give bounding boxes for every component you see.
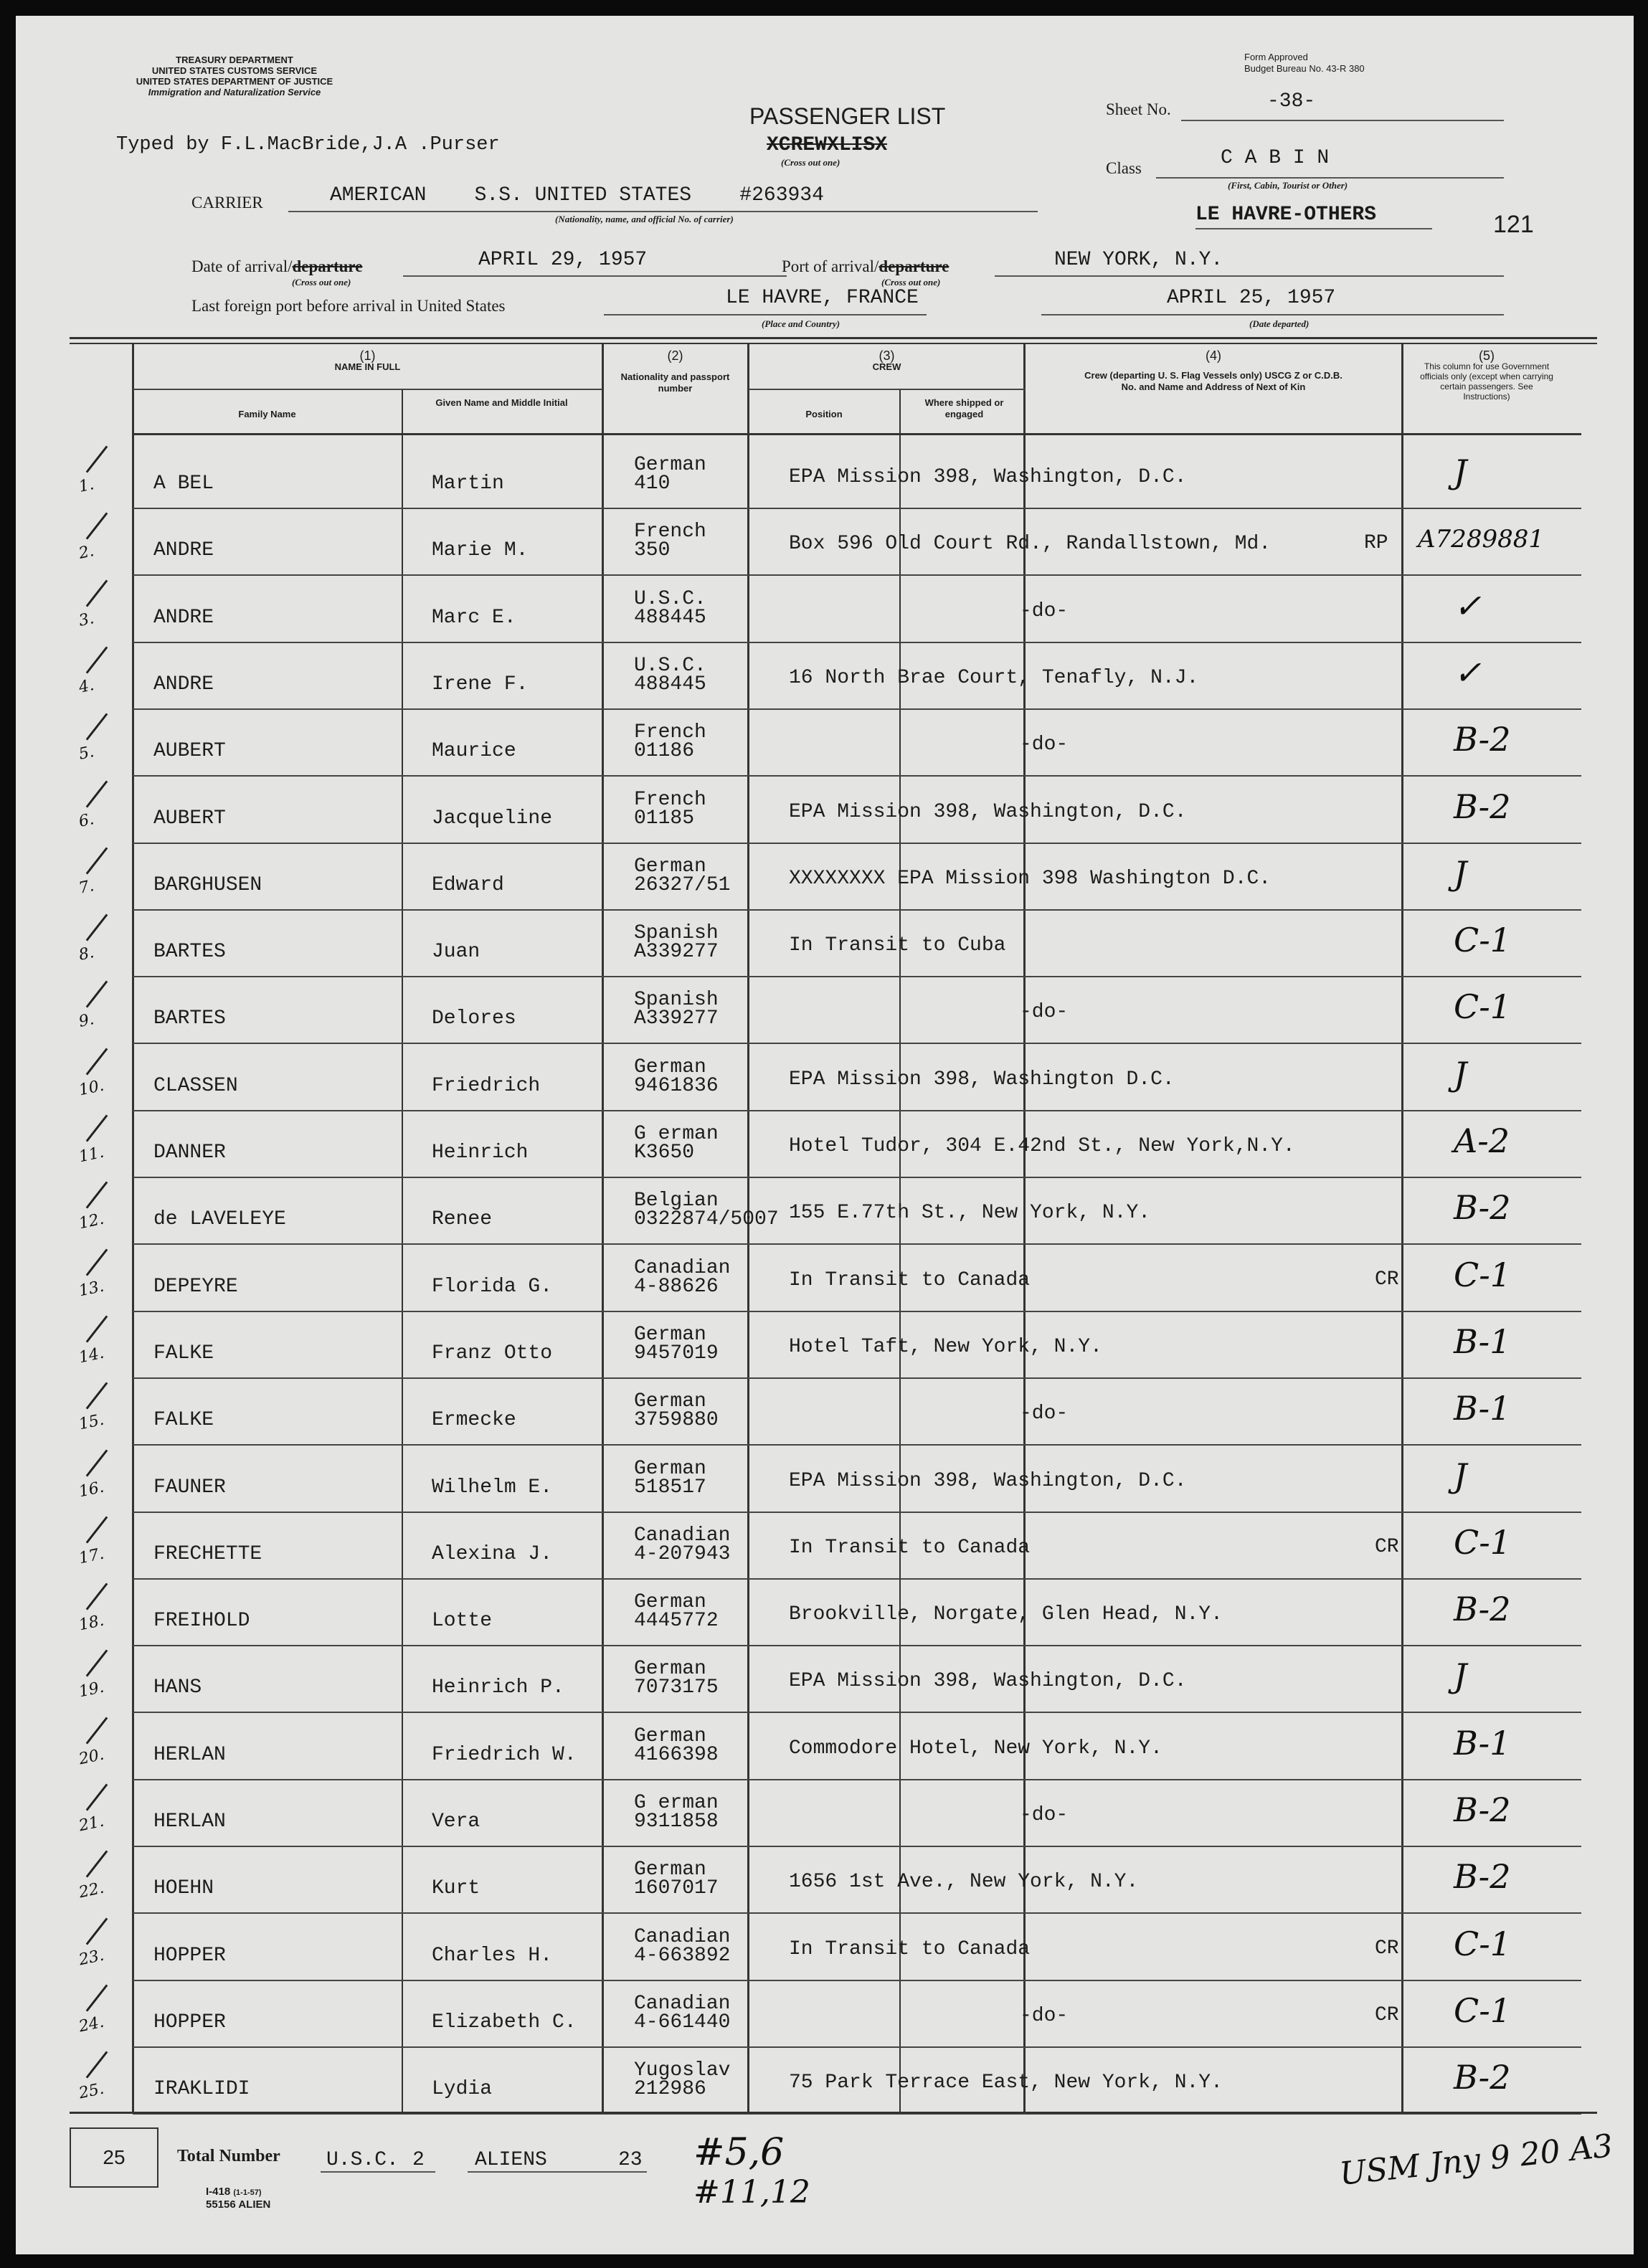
cross-out-hint: (Cross out one) bbox=[781, 157, 840, 168]
passport-number: 9461836 bbox=[634, 1075, 719, 1097]
official-mark: J bbox=[1454, 854, 1467, 893]
class-sub: LE HAVRE-OTHERS bbox=[1195, 204, 1377, 226]
class-label: Class bbox=[1106, 159, 1142, 177]
address: 16 North Brae Court, Tenafly, N.J. bbox=[789, 667, 1199, 689]
given-name: Vera bbox=[432, 1811, 480, 1833]
table-row bbox=[16, 844, 1634, 911]
date-departed-hint: (Date departed) bbox=[1249, 318, 1310, 329]
passport-number: 7073175 bbox=[634, 1676, 719, 1699]
given-name: Florida G. bbox=[432, 1276, 553, 1298]
family-name: DANNER bbox=[153, 1142, 226, 1164]
address: EPA Mission 398, Washington, D.C. bbox=[789, 801, 1187, 823]
address: Box 596 Old Court Rd., Randallstown, Md. bbox=[789, 533, 1271, 555]
table-row bbox=[16, 577, 1634, 643]
address: -do- bbox=[1020, 1804, 1069, 1826]
address: 1656 1st Ave., New York, N.Y. bbox=[789, 1871, 1139, 1893]
official-mark: B-1 bbox=[1454, 1389, 1511, 1428]
row-number: 16. bbox=[77, 1478, 106, 1501]
table-row bbox=[16, 1446, 1634, 1513]
check-mark-icon bbox=[86, 646, 108, 673]
check-mark-icon bbox=[86, 1114, 108, 1142]
row-number: 5. bbox=[77, 743, 96, 764]
family-name: ANDRE bbox=[153, 539, 214, 561]
official-mark: B-2 bbox=[1454, 720, 1511, 759]
family-name: A BEL bbox=[153, 473, 214, 495]
nationality: Spanish bbox=[634, 989, 719, 1011]
given-name: Jacqueline bbox=[432, 807, 553, 830]
official-mark: B-1 bbox=[1454, 1724, 1511, 1762]
given-name: Ermecke bbox=[432, 1409, 516, 1431]
passport-number: 4-661440 bbox=[634, 2011, 731, 2034]
nationality: German bbox=[634, 1390, 706, 1413]
table-row bbox=[16, 1714, 1634, 1780]
check-mark-icon bbox=[86, 1783, 108, 1811]
passport-number: 3759880 bbox=[634, 1409, 719, 1431]
nationality: German bbox=[634, 1324, 706, 1346]
address: Commodore Hotel, New York, N.Y. bbox=[789, 1737, 1162, 1760]
passport-number: 488445 bbox=[634, 607, 706, 629]
table-row bbox=[16, 442, 1634, 509]
table-row bbox=[16, 1981, 1634, 2048]
table-row bbox=[16, 1780, 1634, 1847]
passport-number: K3650 bbox=[634, 1142, 695, 1164]
official-mark: B-2 bbox=[1454, 1790, 1511, 1829]
passport-number: 1607017 bbox=[634, 1877, 719, 1899]
date-departed-value: APRIL 25, 1957 bbox=[1167, 287, 1336, 309]
check-mark-icon bbox=[86, 445, 108, 473]
table-row bbox=[16, 977, 1634, 1044]
nationality: German bbox=[634, 1056, 706, 1078]
port-arrival-label: Port of arrival/departure bbox=[782, 257, 950, 275]
row-number: 7. bbox=[77, 877, 96, 898]
passport-number: 9457019 bbox=[634, 1342, 719, 1365]
given-name: Elizabeth C. bbox=[432, 2011, 577, 2034]
family-name: HOPPER bbox=[153, 2011, 226, 2034]
address: Hotel Taft, New York, N.Y. bbox=[789, 1336, 1102, 1358]
family-name: de LAVELEYE bbox=[153, 1208, 286, 1230]
date-arrival-struck: departure bbox=[292, 257, 363, 275]
table-row bbox=[16, 1513, 1634, 1580]
family-name: FAUNER bbox=[153, 1476, 226, 1499]
official-mark: J bbox=[1454, 1055, 1467, 1093]
typed-by: Typed by F.L.MacBride,J.A .Purser bbox=[116, 134, 500, 156]
agency-line-1: TREASURY DEPARTMENT bbox=[176, 54, 293, 65]
given-name: Delores bbox=[432, 1007, 516, 1030]
col4-header: (4) Crew (departing U. S. Flag Vessels only) USCG Z or C.D.B. No. and Name and Address of Next of Kin bbox=[1084, 348, 1342, 392]
family-name: IRAKLIDI bbox=[153, 2078, 250, 2100]
hand-note-1: #5,6 bbox=[693, 2131, 785, 2174]
given-name: Friedrich W. bbox=[432, 1744, 577, 1766]
official-mark: A7289881 bbox=[1418, 525, 1544, 554]
aliens-count: 23 bbox=[618, 2149, 643, 2171]
col5-header: (5) This column for use Government officials only (except when carrying certain passengers. See Instructions) bbox=[1420, 348, 1553, 402]
nationality: German bbox=[634, 1859, 706, 1881]
row-number: 2. bbox=[77, 542, 96, 563]
row-number: 6. bbox=[77, 810, 96, 831]
check-mark-icon bbox=[86, 980, 108, 1007]
given-name: Edward bbox=[432, 874, 504, 896]
official-mark: J bbox=[1454, 1456, 1467, 1495]
nationality: Canadian bbox=[634, 1993, 731, 2015]
last-port-hint: (Place and Country) bbox=[762, 318, 840, 329]
address: -do- bbox=[1020, 600, 1069, 622]
table-row bbox=[16, 1245, 1634, 1312]
given-name: Marc E. bbox=[432, 607, 516, 629]
check-mark-icon bbox=[86, 1382, 108, 1409]
check-mark-icon bbox=[86, 2051, 108, 2078]
row-number: 22. bbox=[77, 1879, 106, 1902]
row-number: 24. bbox=[77, 2013, 106, 2036]
given-name: Lotte bbox=[432, 1610, 493, 1632]
passport-number: 01186 bbox=[634, 740, 695, 762]
given-name: Heinrich P. bbox=[432, 1676, 564, 1699]
official-mark: B-1 bbox=[1454, 1322, 1511, 1361]
official-mark: B-2 bbox=[1454, 1857, 1511, 1896]
passport-number: 4-88626 bbox=[634, 1276, 719, 1298]
given-name: Alexina J. bbox=[432, 1543, 553, 1565]
table-row bbox=[16, 1312, 1634, 1379]
row-number: 4. bbox=[77, 676, 96, 697]
col1-header: (1) NAME IN FULL bbox=[334, 348, 401, 372]
shipped-header: Where shipped or engaged bbox=[924, 397, 1004, 419]
family-name: AUBERT bbox=[153, 807, 226, 830]
passport-number: 9311858 bbox=[634, 1811, 719, 1833]
family-name: FRECHETTE bbox=[153, 1543, 262, 1565]
check-mark-icon bbox=[86, 713, 108, 740]
given-name: Friedrich bbox=[432, 1075, 541, 1097]
given-name: Lydia bbox=[432, 2078, 493, 2100]
row-number: 21. bbox=[77, 1812, 106, 1836]
official-mark: J bbox=[1454, 1656, 1467, 1695]
family-name: ANDRE bbox=[153, 673, 214, 696]
last-port-value: LE HAVRE, FRANCE bbox=[726, 287, 919, 309]
official-mark: C-1 bbox=[1454, 921, 1512, 959]
carrier-label: CARRIER bbox=[191, 194, 263, 212]
check-mark-icon bbox=[86, 1984, 108, 2011]
given-name: Juan bbox=[432, 941, 480, 963]
side-code: CR bbox=[1375, 1268, 1399, 1291]
sheet-number: -38- bbox=[1267, 90, 1316, 113]
port-arrival-struck: departure bbox=[879, 257, 950, 275]
given-name: Charles H. bbox=[432, 1945, 553, 1967]
check-mark-icon bbox=[86, 1315, 108, 1342]
given-name: Maurice bbox=[432, 740, 516, 762]
check-mark-icon bbox=[86, 579, 108, 607]
family-name: HOEHN bbox=[153, 1877, 214, 1899]
official-mark: J bbox=[1454, 452, 1467, 491]
family-name: FALKE bbox=[153, 1342, 214, 1365]
row-number: 12. bbox=[77, 1210, 106, 1233]
passport-number: 26327/51 bbox=[634, 874, 731, 896]
date-arrival-value: APRIL 29, 1957 bbox=[478, 249, 648, 271]
table-row bbox=[16, 911, 1634, 977]
agency-line-2: UNITED STATES CUSTOMS SERVICE bbox=[151, 65, 318, 76]
nationality: Canadian bbox=[634, 1257, 731, 1279]
address: EPA Mission 398, Washington D.C. bbox=[789, 1068, 1175, 1091]
official-mark: ✓ bbox=[1454, 653, 1482, 692]
passenger-list-sheet bbox=[16, 16, 1634, 2254]
official-mark: C-1 bbox=[1454, 1523, 1512, 1562]
port-arrival-hint: (Cross out one) bbox=[881, 277, 941, 288]
address: -do- bbox=[1020, 734, 1069, 756]
nationality: French bbox=[634, 521, 706, 543]
form-number: I-418 (1-1-57) bbox=[206, 2186, 262, 2198]
row-number: 15. bbox=[77, 1410, 106, 1434]
total-label: Total Number bbox=[177, 2147, 280, 2165]
passport-number: A339277 bbox=[634, 941, 719, 963]
family-name: HERLAN bbox=[153, 1811, 226, 1833]
check-mark-icon bbox=[86, 1248, 108, 1276]
nationality: Belgian bbox=[634, 1190, 719, 1212]
official-mark: A-2 bbox=[1454, 1121, 1510, 1160]
official-mark: B-2 bbox=[1454, 1590, 1511, 1628]
family-name: BARTES bbox=[153, 1007, 226, 1030]
official-mark: C-1 bbox=[1454, 1925, 1512, 1963]
check-mark-icon bbox=[86, 1850, 108, 1877]
form-title: PASSENGER LIST bbox=[749, 103, 946, 129]
official-mark: C-1 bbox=[1454, 1256, 1512, 1294]
row-number: 11. bbox=[77, 1143, 106, 1167]
row-number: 25. bbox=[77, 2079, 106, 2103]
table-row bbox=[16, 1580, 1634, 1646]
table-row bbox=[16, 710, 1634, 777]
form-approved: Form Approved bbox=[1244, 52, 1308, 62]
family-name: BARGHUSEN bbox=[153, 874, 262, 896]
carrier-hint: (Nationality, name, and official No. of carrier) bbox=[555, 214, 734, 224]
family-name: CLASSEN bbox=[153, 1075, 238, 1097]
given-name: Martin bbox=[432, 473, 504, 495]
crew-list-struck: XCREWXLISX bbox=[767, 134, 888, 156]
check-mark-icon bbox=[86, 847, 108, 874]
family-name: HOPPER bbox=[153, 1945, 226, 1967]
table-row bbox=[16, 777, 1634, 844]
family-name: HERLAN bbox=[153, 1744, 226, 1766]
nationality: German bbox=[634, 855, 706, 878]
agency-line-4: Immigration and Naturalization Service bbox=[148, 87, 321, 98]
count-box: 25 bbox=[70, 2127, 158, 2188]
usc-count: 2 bbox=[412, 2149, 425, 2171]
table-row bbox=[16, 643, 1634, 710]
check-mark-icon bbox=[86, 914, 108, 941]
hand-note-2: #11,12 bbox=[693, 2174, 810, 2211]
address: EPA Mission 398, Washington, D.C. bbox=[789, 1670, 1187, 1692]
col2-header: (2) Nationality and passport number bbox=[620, 348, 730, 394]
row-number: 3. bbox=[77, 609, 96, 630]
usc-label: U.S.C. bbox=[326, 2149, 399, 2171]
row-number: 19. bbox=[77, 1678, 106, 1702]
address: EPA Mission 398, Washington, D.C. bbox=[789, 1470, 1187, 1492]
table-row bbox=[16, 509, 1634, 576]
side-code: CR bbox=[1375, 1536, 1399, 1558]
table-row bbox=[16, 1847, 1634, 1914]
passport-number: 410 bbox=[634, 473, 671, 495]
given-name: Wilhelm E. bbox=[432, 1476, 553, 1499]
row-number: 20. bbox=[77, 1745, 106, 1769]
check-mark-icon bbox=[86, 1516, 108, 1543]
row-number: 13. bbox=[77, 1277, 106, 1301]
row-number: 17. bbox=[77, 1545, 106, 1568]
family-name: HANS bbox=[153, 1676, 202, 1699]
address: In Transit to Canada bbox=[789, 1269, 1031, 1291]
passport-number: A339277 bbox=[634, 1007, 719, 1030]
agency-line-3: UNITED STATES DEPARTMENT OF JUSTICE bbox=[136, 76, 333, 87]
table-row bbox=[16, 1111, 1634, 1178]
family-name: DEPEYRE bbox=[153, 1276, 238, 1298]
nationality: U.S.C. bbox=[634, 588, 706, 610]
row-number: 1. bbox=[77, 475, 96, 496]
check-mark-icon bbox=[86, 1583, 108, 1610]
side-code: CR bbox=[1375, 1937, 1399, 1960]
agency-header bbox=[84, 54, 385, 98]
table-row bbox=[16, 1379, 1634, 1446]
passport-number: 4166398 bbox=[634, 1744, 719, 1766]
given-name-header: Given Name and Middle Initial bbox=[435, 397, 568, 408]
family-name-header: Family Name bbox=[238, 409, 296, 419]
family-name: FALKE bbox=[153, 1409, 214, 1431]
row-number: 9. bbox=[77, 1010, 96, 1031]
check-mark-icon bbox=[86, 1649, 108, 1676]
check-mark-icon bbox=[86, 1717, 108, 1744]
sheet-label: Sheet No. bbox=[1106, 100, 1171, 118]
side-code: RP bbox=[1364, 532, 1388, 554]
nationality: French bbox=[634, 721, 706, 744]
passport-number: 0322874/5007 bbox=[634, 1208, 779, 1230]
col3-header: (3) CREW bbox=[872, 348, 901, 372]
given-name: Heinrich bbox=[432, 1142, 529, 1164]
row-number: 23. bbox=[77, 1946, 106, 1970]
given-name: Marie M. bbox=[432, 539, 529, 561]
nationality: German bbox=[634, 1458, 706, 1480]
family-name: FREIHOLD bbox=[153, 1610, 250, 1632]
inspector-signature: USM Jny 9 20 A3 bbox=[1337, 2127, 1615, 2193]
address: Brookville, Norgate, Glen Head, N.Y. bbox=[789, 1603, 1223, 1626]
row-number: 14. bbox=[77, 1344, 106, 1367]
official-mark: B-2 bbox=[1454, 2058, 1511, 2097]
given-name: Franz Otto bbox=[432, 1342, 553, 1365]
last-port-label: Last foreign port before arrival in United States bbox=[191, 297, 506, 315]
date-arrival-label: Date of arrival/departure bbox=[191, 257, 363, 275]
row-number: 8. bbox=[77, 944, 96, 964]
budget-bureau: Budget Bureau No. 43-R 380 bbox=[1244, 63, 1365, 74]
nationality: Yugoslav bbox=[634, 2059, 731, 2082]
nationality: German bbox=[634, 1725, 706, 1747]
address: Hotel Tudor, 304 E.42nd St., New York,N.Y. bbox=[789, 1135, 1295, 1157]
nationality: French bbox=[634, 789, 706, 811]
row-number: 10. bbox=[77, 1076, 106, 1100]
passport-number: 4-207943 bbox=[634, 1543, 731, 1565]
check-mark-icon bbox=[86, 1181, 108, 1208]
table-row bbox=[16, 1914, 1634, 1981]
address: EPA Mission 398, Washington, D.C. bbox=[789, 466, 1187, 488]
passport-number: 212986 bbox=[634, 2078, 706, 2100]
passport-number: 488445 bbox=[634, 673, 706, 696]
nationality: German bbox=[634, 454, 706, 476]
address: XXXXXXXX EPA Mission 398 Washington D.C. bbox=[789, 868, 1271, 890]
passport-number: 350 bbox=[634, 539, 671, 561]
address: -do- bbox=[1020, 1403, 1069, 1425]
side-code: CR bbox=[1375, 2004, 1399, 2026]
check-mark-icon bbox=[86, 512, 108, 539]
nationality: Canadian bbox=[634, 1524, 731, 1547]
given-name: Irene F. bbox=[432, 673, 529, 696]
page-number: 121 bbox=[1493, 211, 1534, 238]
address: In Transit to Canada bbox=[789, 1537, 1031, 1559]
check-mark-icon bbox=[86, 780, 108, 807]
table-row bbox=[16, 1646, 1634, 1713]
official-mark: C-1 bbox=[1454, 1991, 1512, 2030]
passport-number: 4-663892 bbox=[634, 1945, 731, 1967]
given-name: Renee bbox=[432, 1208, 493, 1230]
check-mark-icon bbox=[86, 1917, 108, 1945]
table-row bbox=[16, 2048, 1634, 2115]
given-name: Kurt bbox=[432, 1877, 480, 1899]
port-arrival-value: NEW YORK, N.Y. bbox=[1054, 249, 1223, 271]
nationality: G erman bbox=[634, 1792, 719, 1814]
nationality: Spanish bbox=[634, 922, 719, 944]
position-header: Position bbox=[805, 409, 843, 419]
nationality: Canadian bbox=[634, 1926, 731, 1948]
family-name: AUBERT bbox=[153, 740, 226, 762]
carrier-value: AMERICAN S.S. UNITED STATES #263934 bbox=[330, 184, 824, 207]
class-value: C A B I N bbox=[1221, 147, 1330, 169]
table-row bbox=[16, 1178, 1634, 1245]
address: In Transit to Canada bbox=[789, 1938, 1031, 1960]
passport-number: 4445772 bbox=[634, 1610, 719, 1632]
address: -do- bbox=[1020, 1001, 1069, 1023]
date-arrival-hint: (Cross out one) bbox=[292, 277, 351, 288]
address: 75 Park Terrace East, New York, N.Y. bbox=[789, 2072, 1223, 2094]
address: -do- bbox=[1020, 2005, 1069, 2027]
form-code: 55156 ALIEN bbox=[206, 2198, 271, 2211]
family-name: BARTES bbox=[153, 941, 226, 963]
nationality: U.S.C. bbox=[634, 655, 706, 677]
table-row bbox=[16, 1045, 1634, 1111]
check-mark-icon bbox=[86, 1449, 108, 1476]
official-mark: B-2 bbox=[1454, 787, 1511, 826]
official-mark: B-2 bbox=[1454, 1188, 1511, 1227]
address: In Transit to Cuba bbox=[789, 934, 1006, 957]
address: 155 E.77th St., New York, N.Y. bbox=[789, 1202, 1151, 1224]
nationality: G erman bbox=[634, 1123, 719, 1145]
family-name: ANDRE bbox=[153, 607, 214, 629]
passport-number: 518517 bbox=[634, 1476, 706, 1499]
check-mark-icon bbox=[86, 1048, 108, 1075]
official-mark: C-1 bbox=[1454, 987, 1512, 1026]
passport-number: 01185 bbox=[634, 807, 695, 830]
class-hint: (First, Cabin, Tourist or Other) bbox=[1228, 180, 1348, 191]
row-number: 18. bbox=[77, 1611, 106, 1635]
nationality: German bbox=[634, 1658, 706, 1680]
nationality: German bbox=[634, 1591, 706, 1613]
official-mark: ✓ bbox=[1454, 587, 1482, 625]
aliens-label: ALIENS bbox=[475, 2149, 547, 2171]
